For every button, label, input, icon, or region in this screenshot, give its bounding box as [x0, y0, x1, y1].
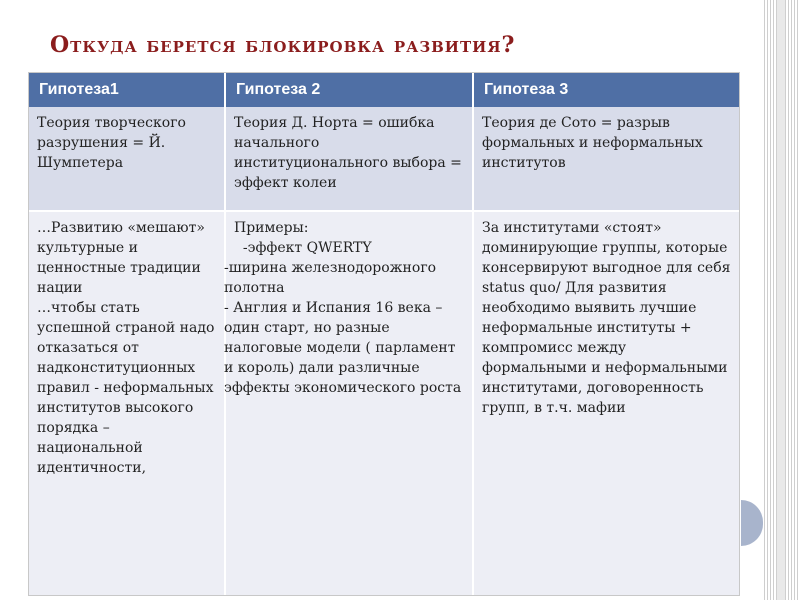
cell-examples	[225, 211, 473, 595]
text-line: -ширина железнодорожного полотна	[224, 260, 437, 296]
decorative-side-bar	[776, 0, 786, 600]
text-line: Примеры:	[234, 220, 309, 236]
header-hypothesis-3: Гипотеза 3	[473, 73, 740, 107]
cell-cultural-traditions	[29, 211, 225, 595]
header-hypothesis-1: Гипотеза1	[29, 73, 225, 107]
table-row	[29, 211, 740, 595]
text-line: -эффект QWERTY	[234, 240, 372, 256]
text-line: …чтобы стать успешной страной надо отказаться от надконституционных правил - неформальных институтов высокого порядка – национальной идентичности,	[37, 300, 215, 476]
table-row	[29, 107, 740, 211]
text-line: - Англия и Испания 16 века – один старт, но разные налоговые модели ( парламент и король) дали различные эффекты экономического роста	[224, 300, 462, 396]
next-slide-button[interactable]	[741, 500, 763, 546]
hypotheses-table	[28, 72, 740, 596]
header-hypothesis-2: Гипотеза 2	[225, 73, 473, 107]
cell-de-soto-theory: Теория де Сото = разрыв формальных и неформальных институтов	[473, 107, 740, 211]
slide-title: Откуда берется блокировка развития?	[50, 32, 516, 58]
cell-north-theory: Теория Д. Норта = ошибка начального институционального выбора = эффект колеи	[225, 107, 473, 211]
table-header-row	[29, 73, 740, 107]
text-line: За институтами «стоят» доминирующие группы, которые консервируют выгодное для себя status quo/ Для развития необходимо выявить лучшие неформальные институты + компромисс между формальными и неформальными институтами, договоренность групп, в т.ч. мафии	[482, 220, 731, 416]
cell-dominant-groups	[473, 211, 740, 595]
text-line: …Развитию «мешают» культурные и ценностные традиции нации	[37, 220, 205, 296]
cell-schumpeter-theory: Теория творческого разрушения = Й. Шумпетера	[29, 107, 225, 211]
